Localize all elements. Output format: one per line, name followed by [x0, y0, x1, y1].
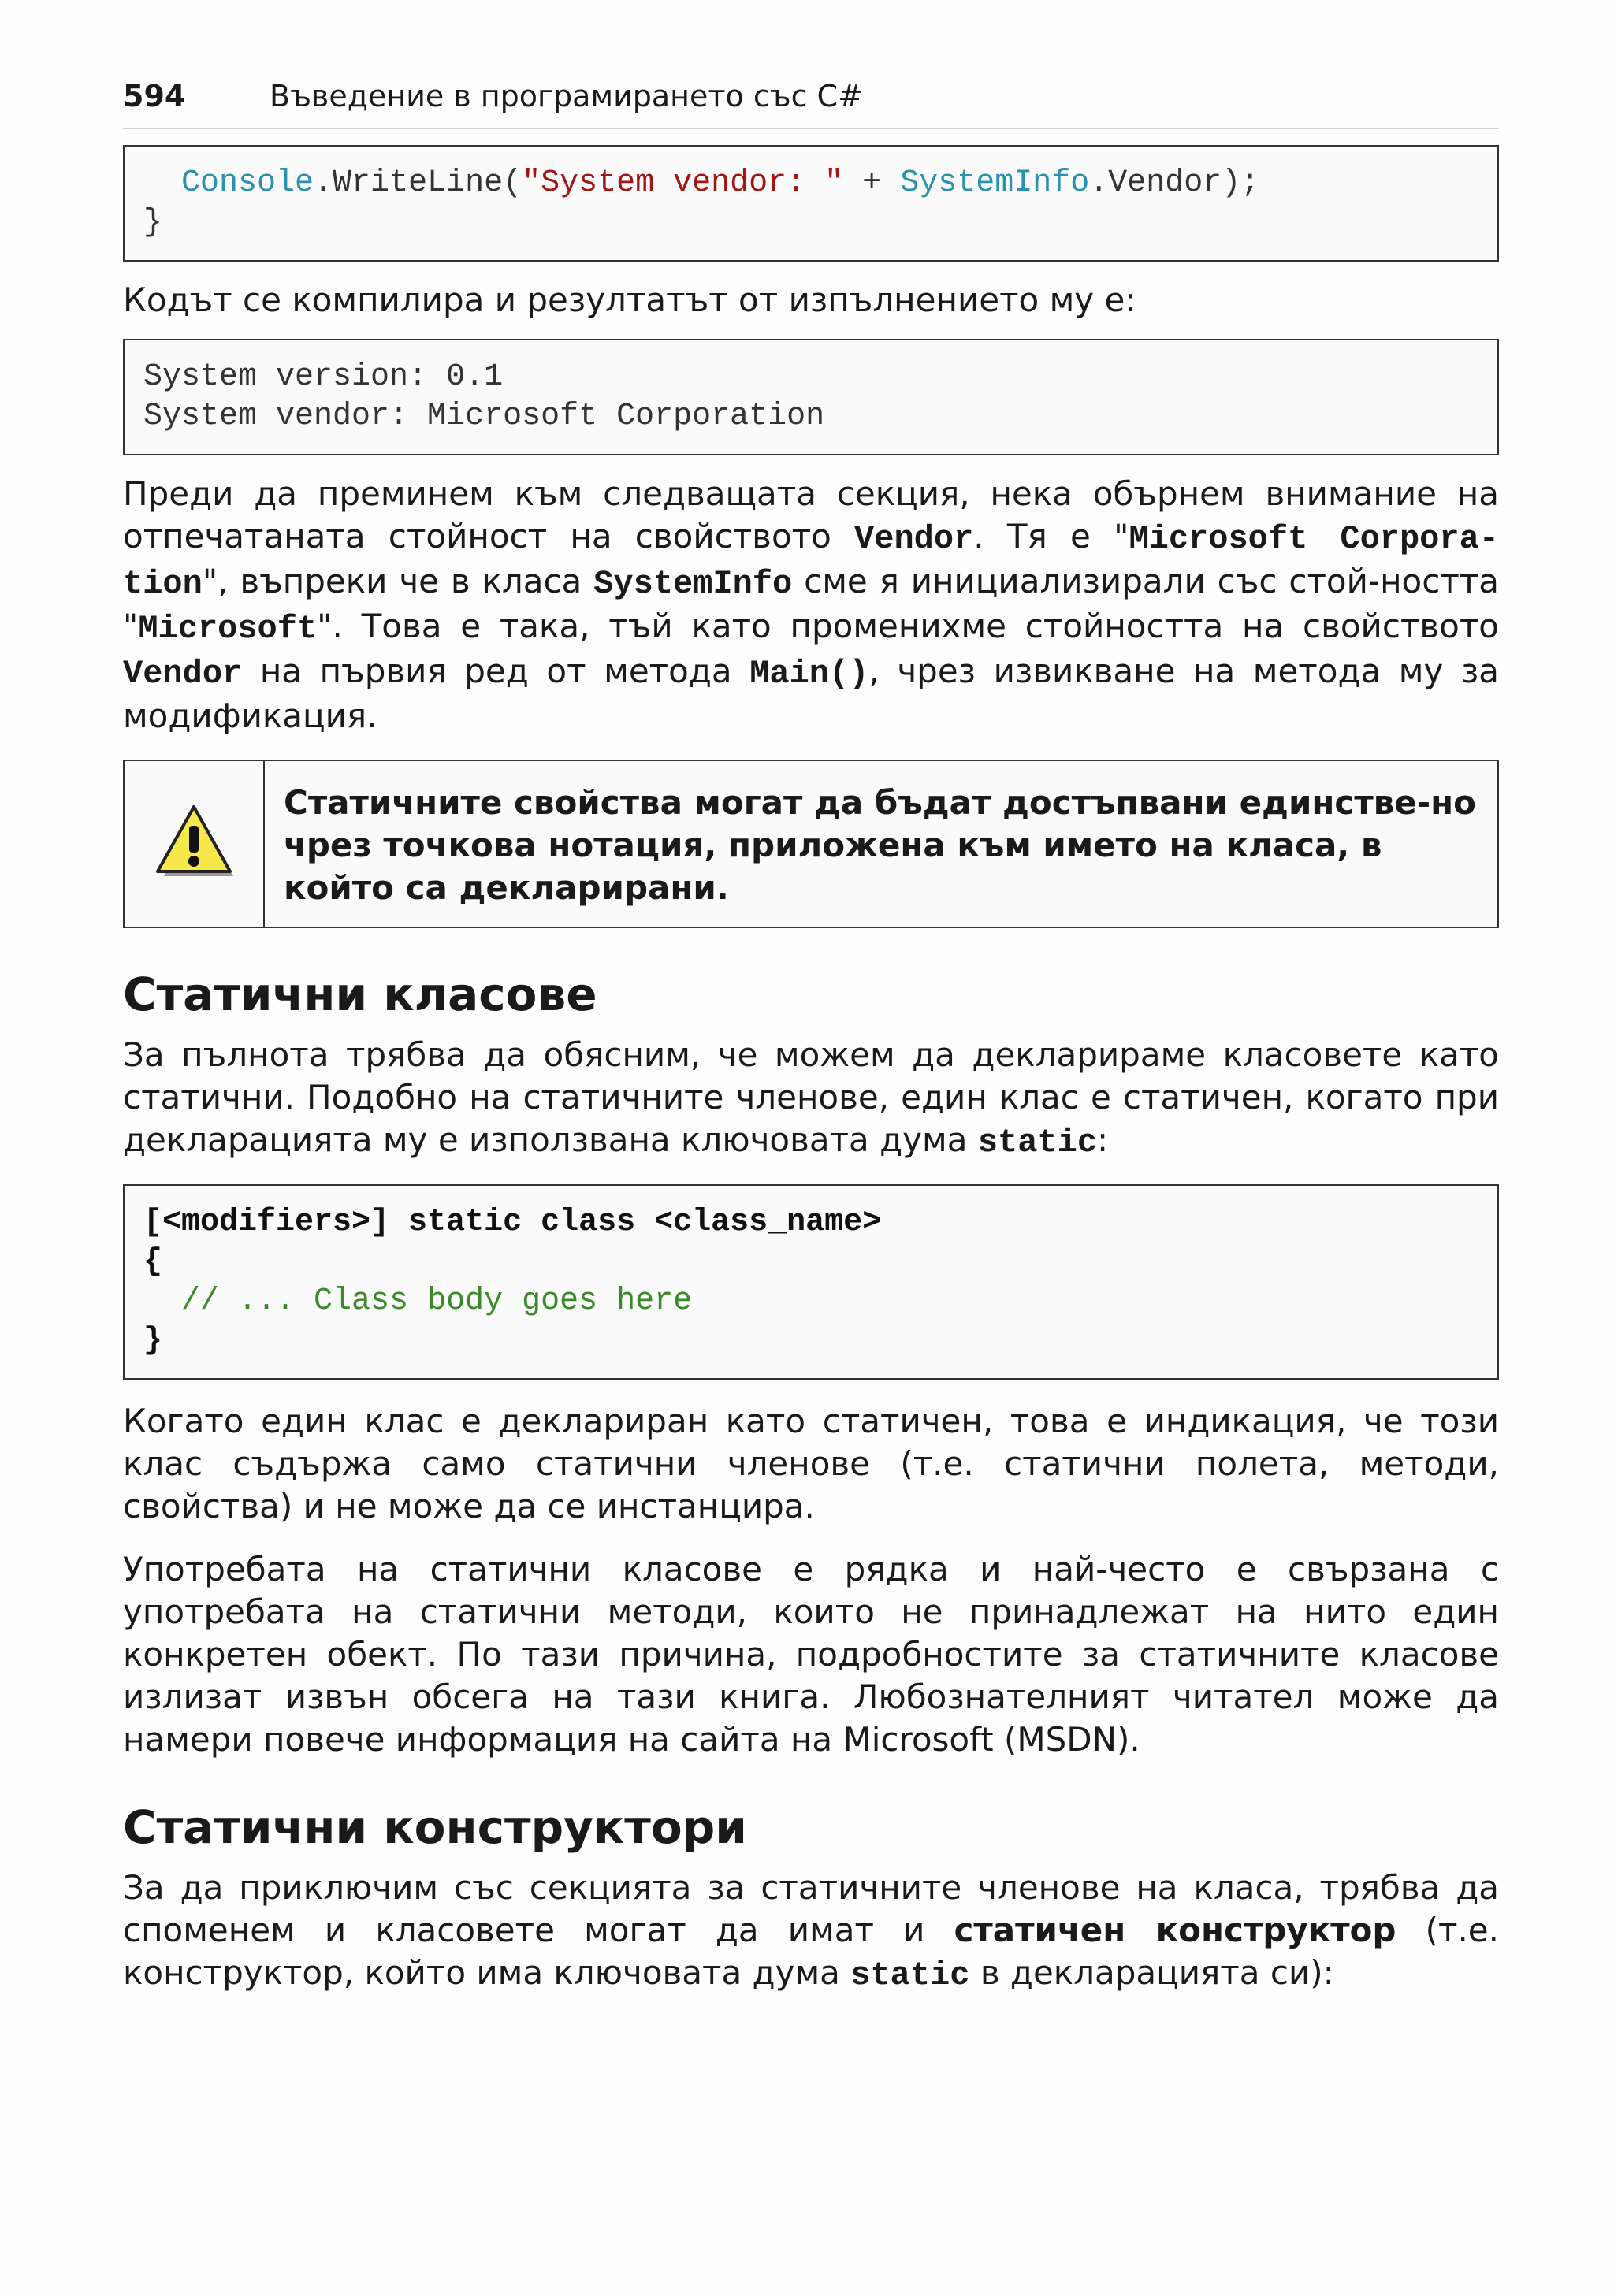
page: [123, 79, 1499, 1997]
section-title-static-classes: Статични класове: [123, 968, 597, 1021]
mono-microsoft-corporation: Microsoft Corpora-tion: [123, 520, 1499, 603]
text-run: За пълнота трябва да обясним, че можем да декларираме класовете като статични. Подобно на статичните членове, един клас е статичен, когато при декларацията му е използвана ключовата дума: [123, 1035, 1499, 1159]
code-brace: }: [143, 205, 163, 240]
section-title-static-constructors: Статични конструктори: [123, 1800, 747, 1854]
output-line-1: System version: 0.1: [143, 359, 504, 395]
bold-static-constructor: статичен конструктор: [954, 1911, 1396, 1949]
paragraph-vendor-explanation: [123, 473, 1499, 737]
warning-icon: [151, 804, 236, 884]
mono-microsoft: Microsoft: [138, 610, 318, 648]
text-run: Преди да преминем към следващата секция, нека обърнем внимание на отпечатаната стойност на свойството: [123, 474, 1499, 555]
code-line-comment: // ... Class body goes here: [181, 1284, 693, 1319]
text-run: ", въпреки че в класа: [202, 562, 594, 600]
code-line-declaration: [<modifiers>] static class <class_name>: [143, 1205, 882, 1240]
text-run: ". Това е така, тъй като променихме стойността на свойството: [317, 607, 1499, 645]
code-systeminfo: SystemInfo: [900, 165, 1090, 201]
page-header: [123, 79, 1499, 129]
mono-main: Main(): [749, 655, 869, 693]
text-run: , чрез извикване на метода му за модификация.: [123, 652, 1499, 735]
code-indent: [143, 165, 181, 201]
page-number: 594: [123, 79, 186, 113]
code-writeline: .WriteLine(: [314, 165, 523, 201]
paragraph-static-class-usage: Употребата на статични класове е рядка и най-често е свързана с употребата на статични методи, които не принадлежат на нито един конкретен обект. По тази причина, подробностите за статичните класове излизат извън обсега на тази книга. Любознателният читател може да намери повече информация на сайта на Microsoft (MSDN).: [123, 1550, 1499, 1759]
warning-text: Статичните свойства могат да бъдат достъпвани единстве-но чрез точкова нотация, приложена към името на класа, в който са декларирани.: [284, 783, 1477, 907]
code-indent: [143, 1284, 181, 1319]
code-line-open-brace: {: [143, 1244, 163, 1280]
code-block-writeline: [123, 145, 1499, 262]
mono-static: static: [977, 1124, 1098, 1161]
warning-icon-cell: [125, 761, 265, 927]
paragraph-static-classes-intro: [123, 1034, 1499, 1164]
output-block: [123, 339, 1499, 455]
code-block-static-class: [123, 1184, 1499, 1380]
code-string: "System vendor: ": [522, 165, 844, 201]
mono-static: static: [850, 1956, 970, 1994]
code-console: Console: [181, 165, 314, 201]
text-run: в декларацията си):: [969, 1953, 1334, 1992]
code-vendor: .Vendor);: [1089, 165, 1260, 201]
paragraph-compile-result: Кодът се компилира и резултатът от изпълнението му е:: [123, 280, 1136, 319]
text-run: . Тя е ": [973, 517, 1129, 555]
text-run: сме я инициализирали със стой-ността ": [123, 562, 1499, 645]
paragraph-static-class-indication: Когато един клас е деклариран като статичен, това е индикация, че този клас съдържа само статични членове (т.е. статични полета, методи, свойства) и не може да се инстанцира.: [123, 1402, 1499, 1525]
mono-systeminfo: SystemInfo: [593, 565, 793, 603]
text-run: (т.е. конструктор, който има ключовата дума: [123, 1911, 1499, 1992]
text-run: на първия ред от метода: [242, 652, 750, 690]
warning-box: [123, 760, 1499, 928]
code-plus: +: [843, 165, 901, 201]
text-run: За да приключим със секцията за статичните членове на класа, трябва да споменем и класовете могат да имат и: [123, 1868, 1499, 1949]
text-run: :: [1097, 1120, 1109, 1159]
book-title: Въведение в програмирането със C#: [270, 79, 863, 113]
mono-vendor-2: Vendor: [123, 655, 243, 693]
code-line-close-brace: }: [143, 1323, 163, 1358]
mono-vendor: Vendor: [854, 520, 974, 558]
output-line-2: System vendor: Microsoft Corporation: [143, 399, 825, 434]
paragraph-static-constructors: [123, 1867, 1499, 1997]
